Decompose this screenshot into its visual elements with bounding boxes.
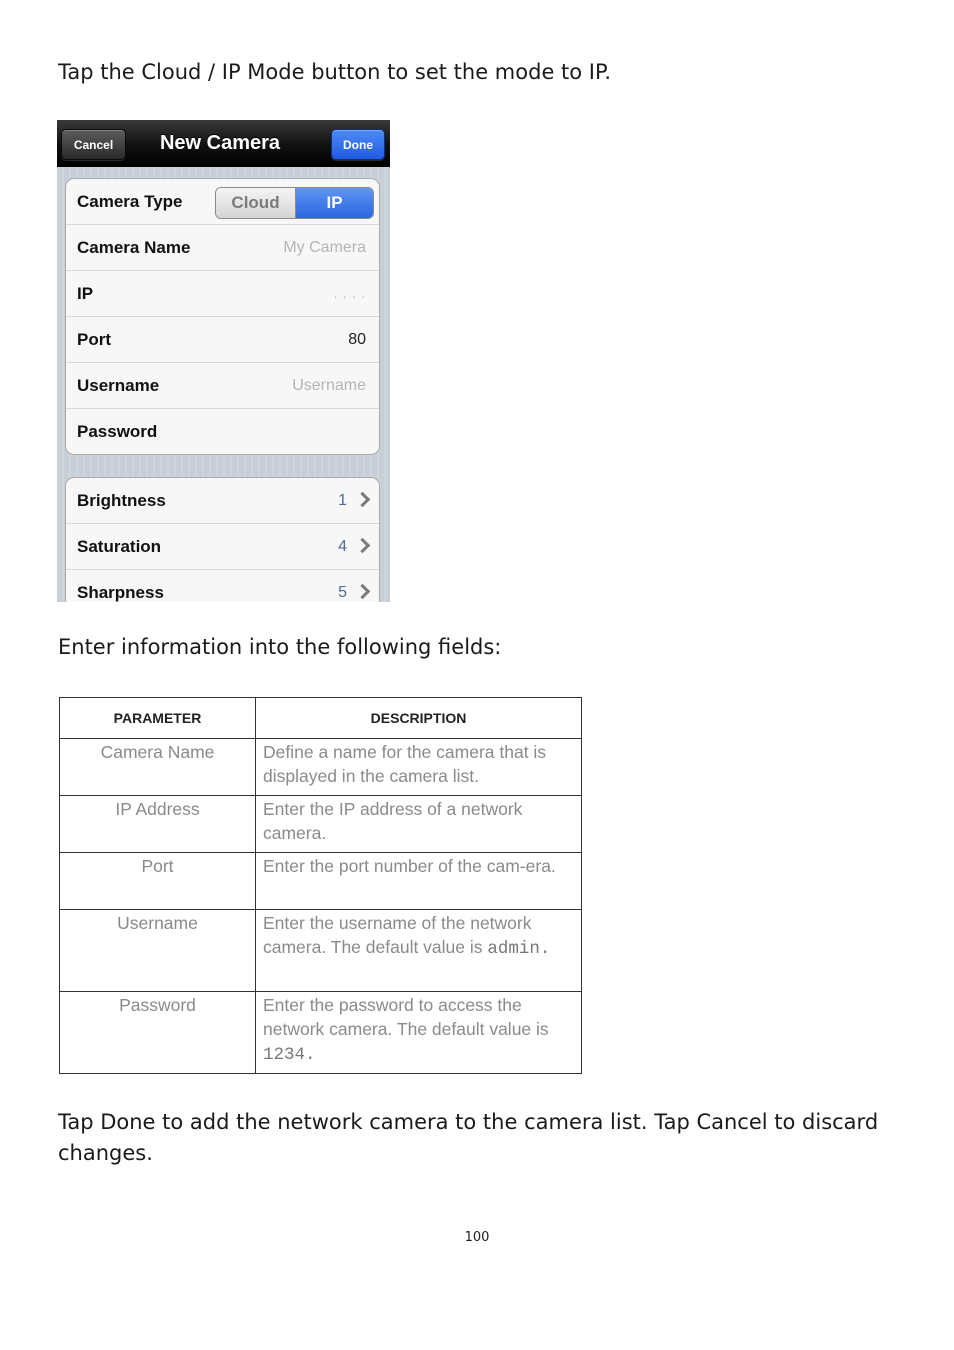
description-cell [256, 910, 582, 992]
chevron-right-icon [355, 584, 371, 600]
ip-row[interactable] [66, 271, 379, 317]
brightness-value: 1 [338, 492, 347, 509]
description-text: Enter the username of the network camera. The default value is [263, 913, 532, 957]
parameter-header: PARAMETER [60, 698, 256, 739]
username-input[interactable]: Username [292, 377, 366, 394]
table-row [60, 910, 582, 992]
parameter-cell: Port [60, 853, 256, 910]
camera-type-label: Camera Type [77, 192, 183, 211]
camera-type-row [66, 179, 379, 225]
new-camera-screenshot [57, 120, 390, 602]
camera-settings-group [65, 178, 380, 455]
cloud-segment[interactable]: Cloud [216, 188, 296, 218]
default-value-code: admin. [487, 939, 551, 959]
ip-segment[interactable]: IP [296, 188, 373, 218]
sharpness-row[interactable] [66, 570, 379, 602]
parameter-cell: Username [60, 910, 256, 992]
username-row[interactable] [66, 363, 379, 409]
table-row [60, 992, 582, 1074]
port-input[interactable]: 80 [348, 331, 366, 348]
table-header-row [60, 698, 582, 739]
saturation-row[interactable] [66, 524, 379, 570]
port-row[interactable] [66, 317, 379, 363]
cloud-ip-mode-toggle[interactable] [215, 187, 374, 219]
image-settings-group [65, 477, 380, 602]
description-cell: Define a name for the camera that is displayed in the camera list. [256, 739, 582, 796]
password-label: Password [77, 422, 158, 441]
description-text: Enter the password to access the network camera. The default value is [263, 995, 549, 1039]
enter-info-paragraph: Enter information into the following fields: [58, 635, 502, 659]
chevron-right-icon [355, 492, 371, 508]
finish-paragraph: Tap Done to add the network camera to the camera list. Tap Cancel to discard changes. [58, 1110, 879, 1165]
saturation-label: Saturation [77, 537, 162, 556]
parameter-cell: Camera Name [60, 739, 256, 796]
ip-input[interactable]: . . . . [333, 286, 366, 301]
chevron-right-icon [355, 538, 371, 554]
saturation-value: 4 [338, 538, 347, 555]
done-button[interactable]: Done [331, 129, 385, 160]
ip-label: IP [77, 284, 94, 303]
description-cell [256, 992, 582, 1074]
password-row[interactable] [66, 409, 379, 455]
page-number: 100 [464, 1230, 490, 1245]
sharpness-label: Sharpness [77, 583, 164, 602]
table-row [60, 853, 582, 910]
default-value-code: 1234. [263, 1045, 316, 1065]
camera-name-label: Camera Name [77, 238, 191, 257]
screen-title: New Camera [159, 132, 281, 154]
description-cell: Enter the IP address of a network camera. [256, 796, 582, 853]
cancel-button[interactable]: Cancel [61, 129, 126, 160]
username-label: Username [77, 376, 160, 395]
description-cell: Enter the port number of the cam-era. [256, 853, 582, 910]
navigation-bar [57, 120, 390, 167]
table-row [60, 739, 582, 796]
table-row [60, 796, 582, 853]
parameter-cell: Password [60, 992, 256, 1074]
description-header: DESCRIPTION [256, 698, 582, 739]
camera-name-row[interactable] [66, 225, 379, 271]
port-label: Port [77, 330, 111, 349]
intro-paragraph: Tap the Cloud / IP Mode button to set the mode to IP. [58, 60, 612, 84]
brightness-label: Brightness [77, 491, 166, 510]
camera-name-input[interactable]: My Camera [283, 239, 366, 256]
brightness-row[interactable] [66, 478, 379, 524]
sharpness-value: 5 [338, 584, 347, 601]
parameter-cell: IP Address [60, 796, 256, 853]
parameter-table [59, 697, 582, 1074]
